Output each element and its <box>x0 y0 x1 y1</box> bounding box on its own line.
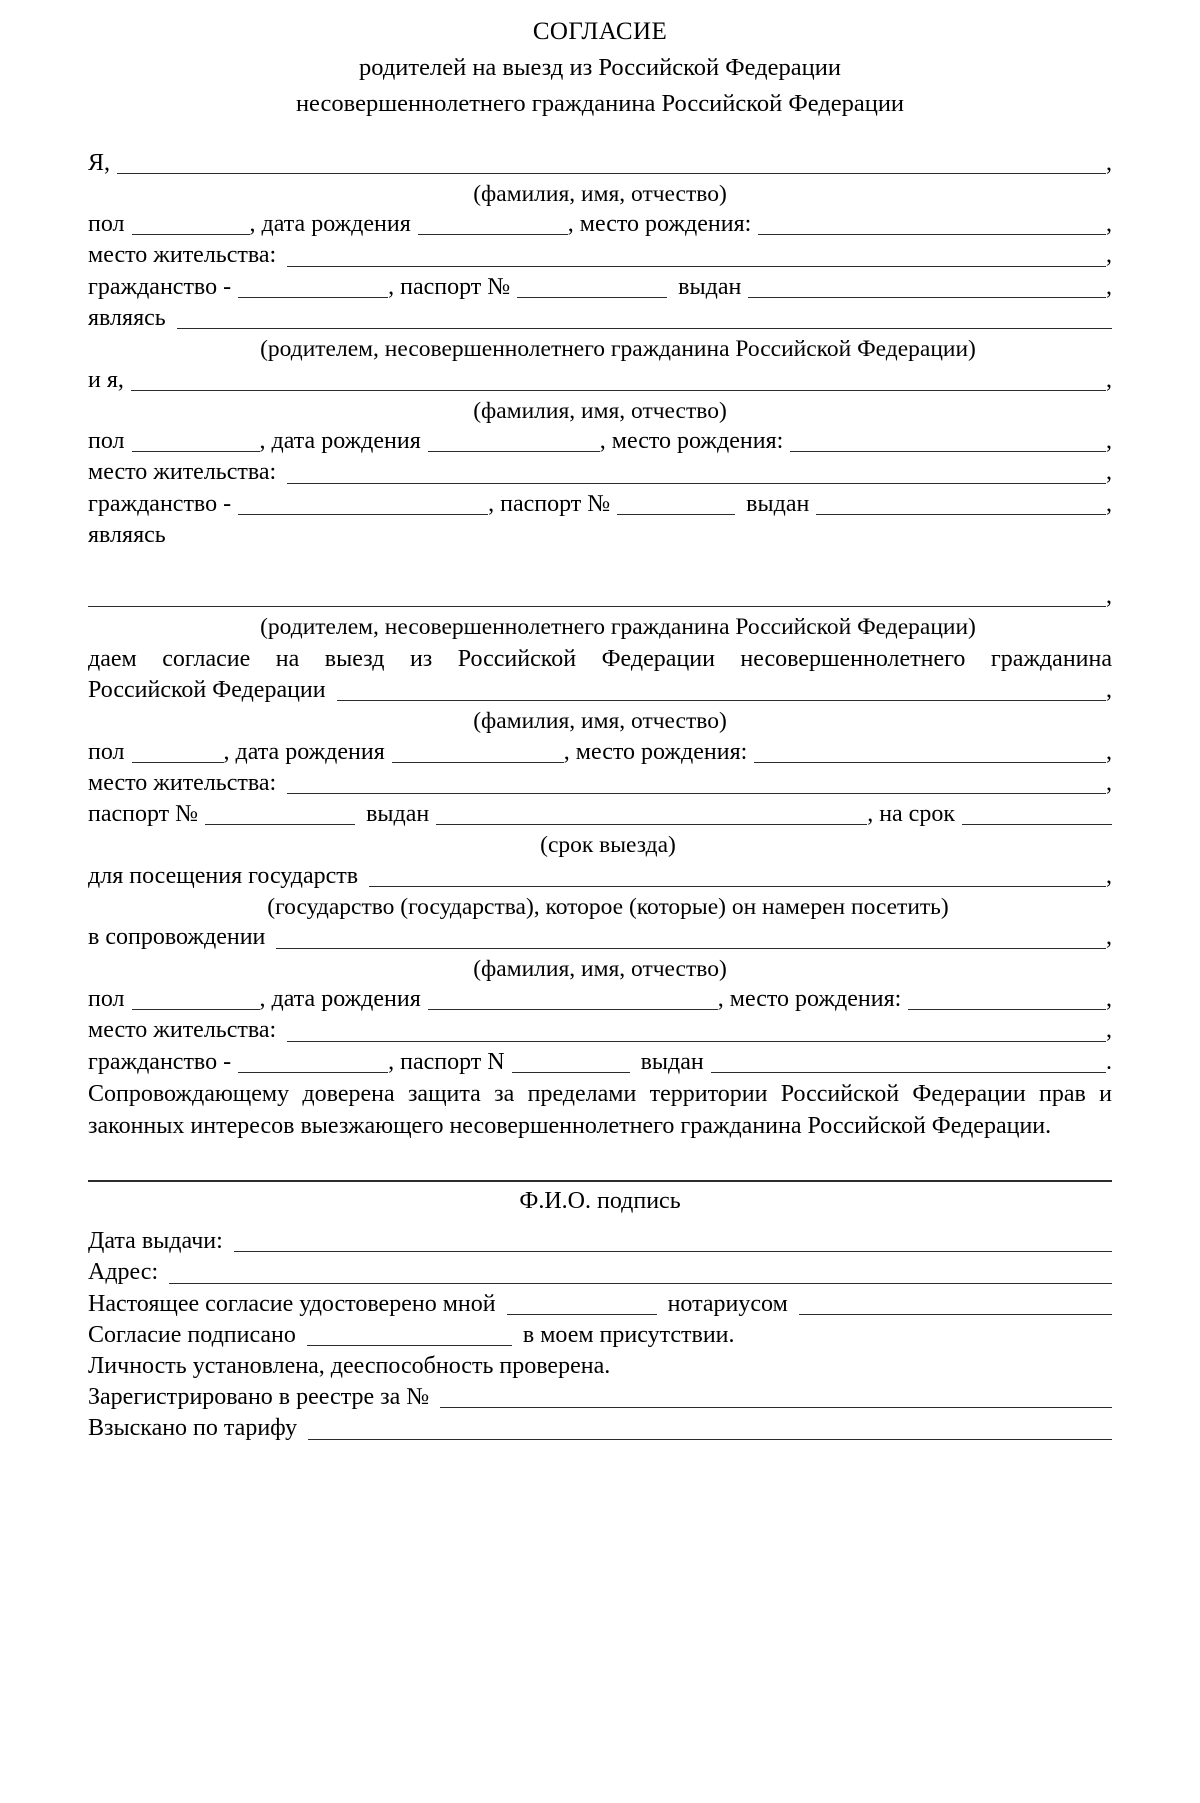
parent1-being-row <box>88 303 1112 334</box>
parent1-role-caption: (родителем, несовершеннолетнего гражданина Российской Федерации) <box>260 335 976 362</box>
escort-fullname-row <box>88 922 1112 953</box>
parent2-sex-dob-pob-row <box>88 426 1112 457</box>
document-subtitle-line-2: несовершеннолетнего гражданина Российской Федерации <box>295 89 905 117</box>
parent2-being-input[interactable] <box>88 606 1106 607</box>
escort-issued-label: выдан <box>640 1048 704 1075</box>
travel-term-input[interactable] <box>962 824 1112 825</box>
notary-issue-date-row <box>88 1226 1112 1257</box>
parent2-residence-comma: , <box>1106 459 1112 486</box>
consent-headline: даем согласие на выезд из Российской Федерации несовершеннолетнего гражданина <box>88 645 1112 672</box>
parent2-citizenship-passport-row <box>88 489 1112 520</box>
escort-residence-label: место жительства: <box>88 1017 277 1044</box>
child-passport-input[interactable] <box>205 824 355 825</box>
notary-tariff-input[interactable] <box>308 1439 1112 1440</box>
notary-consent-signed-label: Согласие подписано <box>88 1321 296 1348</box>
parent1-residence-comma: , <box>1106 242 1112 269</box>
escort-fullname-input[interactable] <box>276 948 1106 949</box>
parent1-citizenship-input[interactable] <box>238 297 388 298</box>
child-fullname-input[interactable] <box>337 700 1106 701</box>
parent2-citizenship-label: гражданство - <box>88 490 232 517</box>
child-sex-dob-pob-row <box>88 737 1112 768</box>
parent1-citizenship-label: гражданство - <box>88 273 232 300</box>
notary-in-my-presence-label: в моем присутствии. <box>522 1321 735 1348</box>
parent1-pob-input[interactable] <box>758 234 1106 235</box>
parent1-fullname-input[interactable] <box>117 173 1106 174</box>
child-fullname-comma: , <box>1106 676 1112 703</box>
parent2-fullname-caption: (фамилия, имя, отчество) <box>473 397 727 424</box>
escort-pob-input[interactable] <box>908 1009 1106 1010</box>
child-pob-label: , место рождения: <box>563 738 748 765</box>
parent2-being-comma: , <box>1106 583 1112 610</box>
page-title: СОГЛАСИЕ <box>532 18 668 45</box>
escort-sex-dob-pob-row <box>88 984 1112 1015</box>
escort-residence-comma: , <box>1106 1017 1112 1044</box>
parent1-passport-label: , паспорт № <box>388 273 511 300</box>
parent1-dob-label: , дата рождения <box>249 211 411 238</box>
parent1-residence-input[interactable] <box>287 266 1106 267</box>
document-subtitle-line-1: родителей на выезд из Российской Федерации <box>359 53 841 81</box>
child-dob-label: , дата рождения <box>223 738 385 765</box>
escort-pob-comma: , <box>1106 986 1112 1013</box>
parent1-issued-label: выдан <box>678 273 742 300</box>
destination-countries-input[interactable] <box>369 886 1106 887</box>
child-residence-row <box>88 768 1112 799</box>
travel-term-caption: (срок выезда) <box>540 832 676 859</box>
notary-tariff-row <box>88 1413 1112 1444</box>
notary-address-input[interactable] <box>169 1283 1112 1284</box>
parent2-fullname-input[interactable] <box>131 390 1106 391</box>
parent2-issued-comma: , <box>1106 490 1112 517</box>
parent1-being-input[interactable] <box>177 328 1112 329</box>
escort-dob-input[interactable] <box>428 1009 718 1010</box>
child-fullname-caption: (фамилия, имя, отчество) <box>473 708 727 735</box>
signature-caption: Ф.И.О. подпись <box>519 1188 681 1215</box>
escort-sex-label: пол <box>88 986 125 1013</box>
parent2-and-i-label: и я, <box>88 366 124 393</box>
parent2-sex-label: пол <box>88 428 125 455</box>
notary-identity-verified-label: Личность установлена, дееспособность проверена. <box>88 1353 611 1380</box>
parent2-dob-label: , дата рождения <box>259 428 421 455</box>
document-title-block <box>88 14 1112 122</box>
parent1-issued-comma: , <box>1106 273 1112 300</box>
child-passport-label: паспорт № <box>88 801 199 828</box>
destination-countries-label: для посещения государств <box>88 862 359 889</box>
escort-issued-input[interactable] <box>711 1072 1106 1073</box>
parent2-role-caption: (родителем, несовершеннолетнего гражданина Российской Федерации) <box>260 614 976 641</box>
child-issued-input[interactable] <box>436 824 867 825</box>
parent1-issued-input[interactable] <box>748 297 1106 298</box>
signature-line[interactable] <box>88 1180 1112 1182</box>
parent1-passport-input[interactable] <box>517 297 667 298</box>
child-issued-label: выдан <box>366 801 430 828</box>
parent2-pob-input[interactable] <box>790 451 1106 452</box>
parent2-sex-input[interactable] <box>132 451 260 452</box>
travel-term-label: , на срок <box>867 801 955 828</box>
parent1-citizenship-passport-row <box>88 272 1112 303</box>
notary-consent-signed-row <box>88 1320 1112 1351</box>
notary-issue-date-input[interactable] <box>234 1251 1112 1252</box>
parent2-citizenship-input[interactable] <box>238 514 488 515</box>
notary-issue-date-label: Дата выдачи: <box>88 1228 223 1255</box>
notary-identity-verified-row <box>88 1351 1112 1382</box>
child-residence-input[interactable] <box>287 793 1106 794</box>
parent2-fullname-comma: , <box>1106 366 1112 393</box>
notary-certified-input[interactable] <box>507 1314 657 1315</box>
notary-consent-signed-input[interactable] <box>307 1345 512 1346</box>
parent1-i-am-label: Я, <box>88 149 111 176</box>
consent-headline-continuation: Российской Федерации <box>88 676 326 703</box>
parent2-residence-input[interactable] <box>287 483 1106 484</box>
notary-word-label: нотариусом <box>667 1290 788 1317</box>
child-residence-comma: , <box>1106 769 1112 796</box>
notary-registry-label: Зарегистрировано в реестре за № <box>88 1384 430 1411</box>
escort-issued-period: . <box>1106 1048 1112 1075</box>
parent2-being-wrap-row <box>88 581 1112 612</box>
notary-name-input[interactable] <box>799 1314 1112 1315</box>
escort-passport-label: , паспорт N <box>388 1048 505 1075</box>
child-sex-label: пол <box>88 738 125 765</box>
parent2-being-row <box>88 520 1112 551</box>
parent2-residence-label: место жительства: <box>88 459 277 486</box>
child-residence-label: место жительства: <box>88 769 277 796</box>
parent2-residence-row <box>88 457 1112 488</box>
destination-countries-comma: , <box>1106 862 1112 889</box>
escort-citizenship-label: гражданство - <box>88 1048 232 1075</box>
child-sex-input[interactable] <box>132 762 224 763</box>
notary-tariff-label: Взыскано по тарифу <box>88 1415 298 1442</box>
parent1-fullname-row <box>88 148 1112 179</box>
notary-certified-label: Настоящее согласие удостоверено мной <box>88 1290 496 1317</box>
parent1-residence-label: место жительства: <box>88 242 277 269</box>
parent2-being-label: являясь <box>88 521 166 548</box>
parent2-pob-comma: , <box>1106 428 1112 455</box>
parent1-dob-input[interactable] <box>418 234 568 235</box>
parent2-issued-label: выдан <box>746 490 810 517</box>
child-dob-input[interactable] <box>392 762 564 763</box>
escort-passport-input[interactable] <box>512 1072 630 1073</box>
notary-certified-row <box>88 1289 1112 1320</box>
parent1-pob-label: , место рождения: <box>567 211 752 238</box>
parent1-fullname-caption: (фамилия, имя, отчество) <box>473 180 727 207</box>
parent2-passport-label: , паспорт № <box>488 490 611 517</box>
child-passport-term-row <box>88 799 1112 830</box>
escort-residence-input[interactable] <box>287 1041 1106 1042</box>
escort-responsibility-paragraph: Сопровождающему доверена защита за пределами территории Российской Федерации прав и законных интересов выезжающего несовершеннолетнего гражданина Российской Федерации. <box>88 1080 1112 1139</box>
destination-countries-row <box>88 861 1112 892</box>
parent1-sex-input[interactable] <box>132 234 250 235</box>
parent1-sex-dob-pob-row <box>88 209 1112 240</box>
parent1-pob-comma: , <box>1106 211 1112 238</box>
parent2-issued-input[interactable] <box>816 514 1106 515</box>
escort-citizenship-passport-row <box>88 1047 1112 1078</box>
parent2-fullname-row <box>88 365 1112 396</box>
escort-residence-row <box>88 1015 1112 1046</box>
notary-address-row <box>88 1257 1112 1288</box>
escort-pob-label: , место рождения: <box>717 986 902 1013</box>
escort-fullname-caption: (фамилия, имя, отчество) <box>473 955 727 982</box>
child-fullname-row <box>88 675 1112 706</box>
escort-sex-input[interactable] <box>132 1009 260 1010</box>
child-pob-input[interactable] <box>754 762 1106 763</box>
escort-dob-label: , дата рождения <box>259 986 421 1013</box>
parent2-dob-input[interactable] <box>428 451 600 452</box>
parent2-passport-input[interactable] <box>617 514 735 515</box>
parent1-fullname-comma: , <box>1106 149 1112 176</box>
parent1-being-label: являясь <box>88 304 166 331</box>
destination-countries-caption: (государство (государства), которое (которые) он намерен посетить) <box>267 893 949 920</box>
escort-citizenship-input[interactable] <box>238 1072 388 1073</box>
parent1-residence-row <box>88 240 1112 271</box>
notary-registry-input[interactable] <box>440 1407 1112 1408</box>
notary-address-label: Адрес: <box>88 1259 159 1286</box>
escort-fullname-comma: , <box>1106 924 1112 951</box>
parent2-pob-label: , место рождения: <box>599 428 784 455</box>
escort-accompanied-label: в сопровождении <box>88 924 266 951</box>
parent1-sex-label: пол <box>88 211 125 238</box>
child-pob-comma: , <box>1106 738 1112 765</box>
notary-registry-row <box>88 1382 1112 1413</box>
